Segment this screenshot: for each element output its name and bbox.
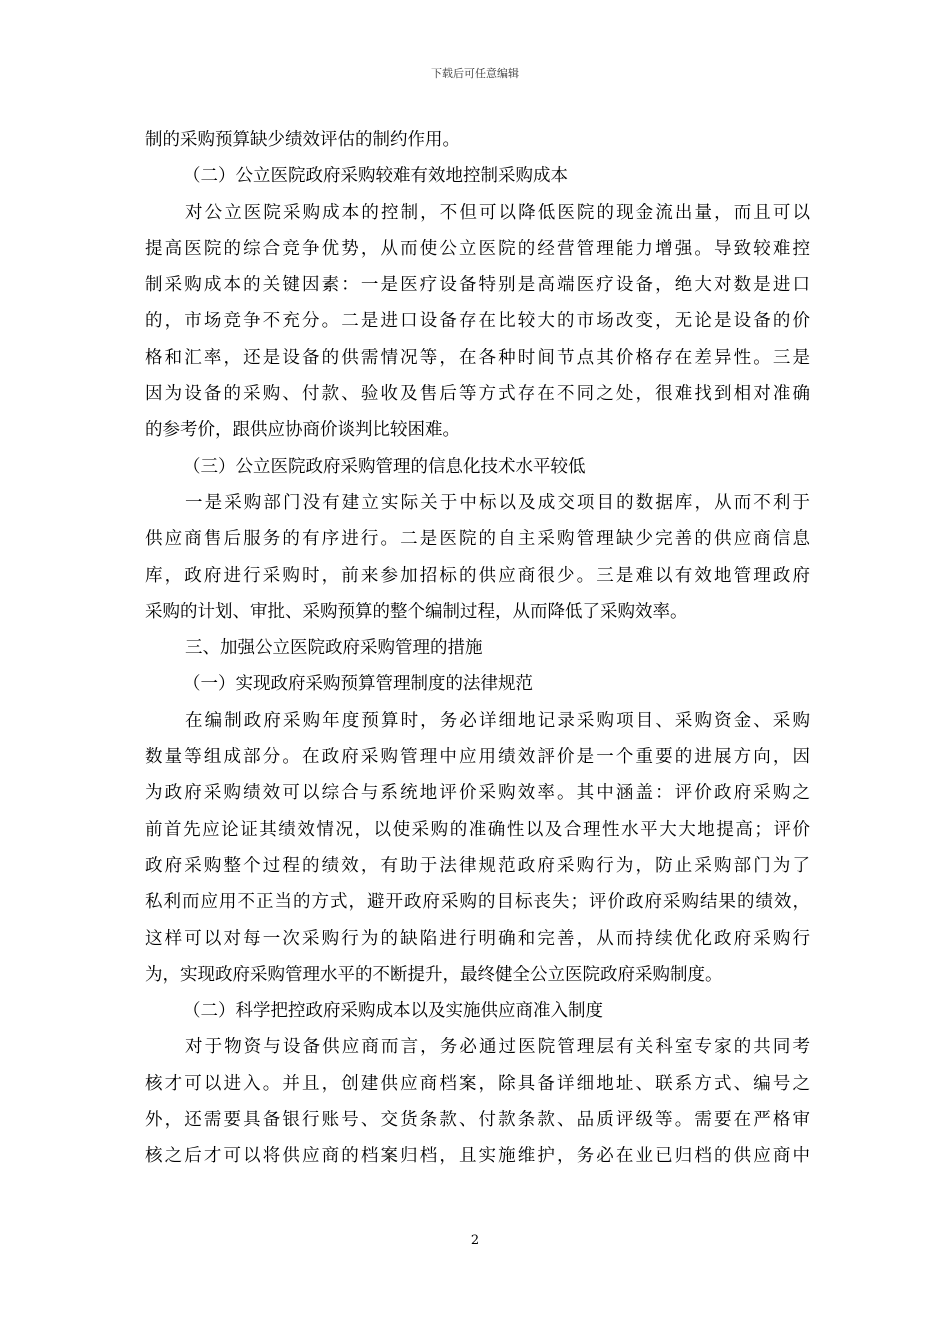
paragraph-line: 提高医院的综合竞争优势，从而使公立医院的经营管理能力增强。导致较难控 <box>145 238 810 259</box>
paragraph-line: 格和汇率，还是设备的供需情况等，在各种时间节点其价格存在差异性。三是 <box>145 347 810 368</box>
paragraph-line: 核才可以进入。并且，创建供应商档案，除具备详细地址、联系方式、编号之 <box>145 1073 810 1094</box>
section-heading: （二）科学把控政府采购成本以及实施供应商准入制度 <box>183 1001 603 1022</box>
paragraph-line: 制采购成本的关键因素：一是医疗设备特别是高端医疗设备，绝大对数是进口 <box>145 275 810 296</box>
paragraph-line: 采购的计划、审批、采购预算的整个编制过程，从而降低了采购效率。 <box>145 601 688 622</box>
page-number: 2 <box>470 1233 480 1248</box>
page-header: 下载后可任意编辑 <box>431 67 519 80</box>
paragraph-line: 这样可以对每一次采购行为的缺陷进行明确和完善，从而持续优化政府采购行 <box>145 928 810 949</box>
paragraph-line: 对公立医院采购成本的控制，不但可以降低医院的现金流出量，而且可以 <box>185 202 810 223</box>
paragraph-line: 政府采购整个过程的绩效，有助于法律规范政府采购行为，防止采购部门为了 <box>145 855 810 876</box>
paragraph-line: 制的采购预算缺少绩效评估的制约作用。 <box>145 130 460 150</box>
paragraph-line: 为政府采购绩效可以综合与系统地评价采购效率。其中涵盖：评价政府采购之 <box>145 783 810 804</box>
paragraph-line: 对于物资与设备供应商而言，务必通过医院管理层有关科室专家的共同考 <box>185 1037 810 1058</box>
document-body <box>145 122 810 1175</box>
section-heading: （二）公立医院政府采购较难有效地控制采购成本 <box>183 166 568 187</box>
paragraph-line: 前首先应论证其绩效情况，以使采购的准确性以及合理性水平大大地提高；评价 <box>145 819 810 840</box>
section-heading: （三）公立医院政府采购管理的信息化技术水平较低 <box>183 456 586 477</box>
chapter-heading: 三、加强公立医院政府采购管理的措施 <box>185 638 483 659</box>
paragraph-line: 的参考价，跟供应协商价谈判比较困难。 <box>145 420 460 441</box>
paragraph-line: 数量等组成部分。在政府采购管理中应用绩效評价是一个重要的进展方向，因 <box>145 747 810 768</box>
paragraph-line: 因为设备的采购、付款、验收及售后等方式存在不同之处，很难找到相对准确 <box>145 384 810 405</box>
paragraph-line: 为，实现政府采购管理水平的不断提升，最终健全公立医院政府采购制度。 <box>145 964 723 985</box>
section-heading: （一）实现政府采购预算管理制度的法律规范 <box>183 674 533 695</box>
paragraph-line: 供应商售后服务的有序进行。二是医院的自主采购管理缺少完善的供应商信息 <box>145 529 810 550</box>
paragraph-line: 的，市场竞争不充分。二是进口设备存在比较大的市场改变，无论是设备的价 <box>145 311 810 332</box>
paragraph-line: 外，还需要具备银行账号、交货条款、付款条款、品质评级等。需要在严格审 <box>145 1110 810 1131</box>
paragraph-line: 在编制政府采购年度预算时，务必详细地记录采购项目、采购资金、采购 <box>185 710 810 731</box>
paragraph-line: 核之后才可以将供应商的档案归档，且实施维护，务必在业已归档的供应商中 <box>145 1146 810 1167</box>
paragraph-line: 私利而应用不正当的方式，避开政府采购的目标丧失；评价政府采购结果的绩效， <box>145 892 810 913</box>
paragraph-line: 一是采购部门没有建立实际关于中标以及成交项目的数据库，从而不利于 <box>185 492 810 513</box>
paragraph-line: 库，政府进行采购时，前来参加招标的供应商很少。三是难以有效地管理政府 <box>145 565 810 586</box>
